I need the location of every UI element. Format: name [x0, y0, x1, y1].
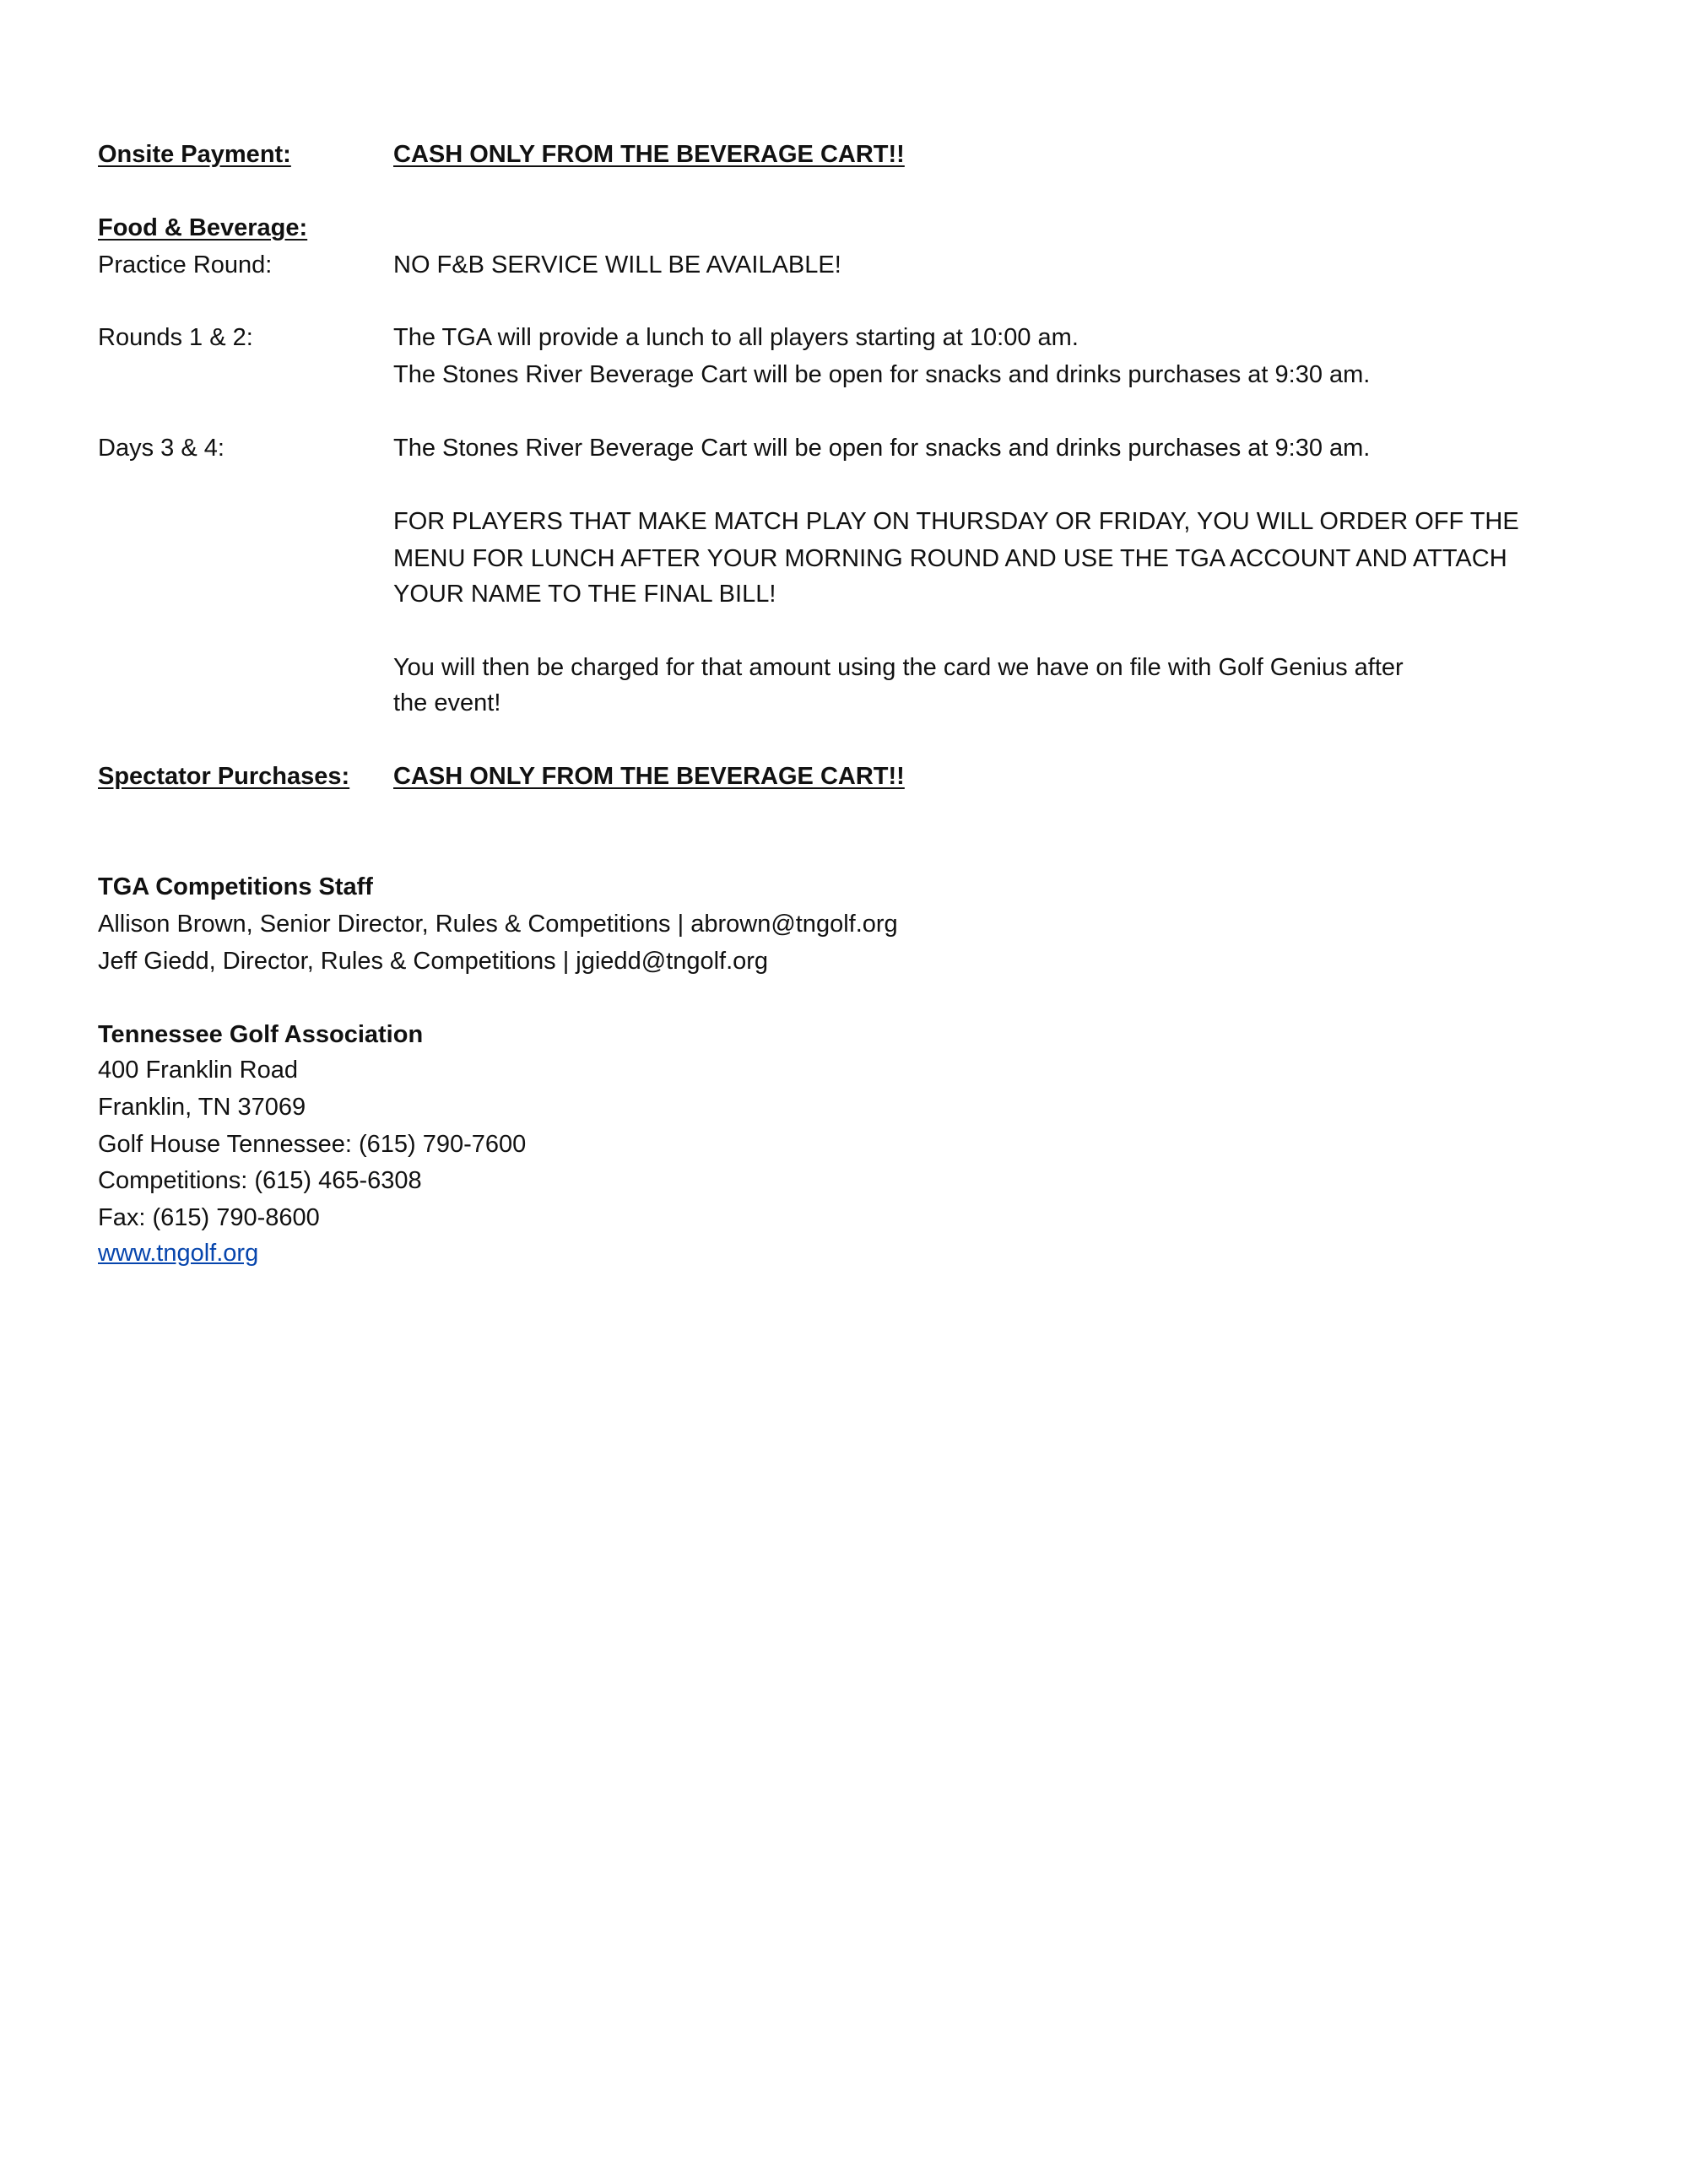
association-heading: Tennessee Golf Association: [98, 1021, 424, 1048]
address-line: 400 Franklin Road: [98, 1057, 298, 1084]
days-line: FOR PLAYERS THAT MAKE MATCH PLAY ON THURSDAY OR FRIDAY, YOU WILL ORDER OFF THE: [393, 508, 1519, 535]
onsite-payment-value: CASH ONLY FROM THE BEVERAGE CART!!: [393, 141, 905, 168]
practice-round-label: Practice Round:: [98, 251, 273, 278]
onsite-payment-label: Onsite Payment:: [98, 141, 291, 168]
rounds-line: The Stones River Beverage Cart will be open for snacks and drinks purchases at 9:30 am.: [393, 361, 1371, 388]
staff-heading: TGA Competitions Staff: [98, 873, 373, 900]
staff-line: Allison Brown, Senior Director, Rules & Competitions | abrown@tngolf.org: [98, 911, 898, 938]
days-line: YOUR NAME TO THE FINAL BILL!: [393, 581, 776, 608]
website-link[interactable]: www.tngolf.org: [98, 1240, 259, 1267]
address-line: Franklin, TN 37069: [98, 1094, 306, 1121]
practice-round-text: NO F&B SERVICE WILL BE AVAILABLE!: [393, 251, 841, 278]
days-line: The Stones River Beverage Cart will be open for snacks and drinks purchases at 9:30 am.: [393, 435, 1371, 462]
days-line: the event!: [393, 689, 501, 716]
days-line: MENU FOR LUNCH AFTER YOUR MORNING ROUND AND USE THE TGA ACCOUNT AND ATTACH: [393, 545, 1507, 572]
rounds-label: Rounds 1 & 2:: [98, 324, 253, 351]
phone-line: Competitions: (615) 465-6308: [98, 1167, 422, 1194]
phone-line: Golf House Tennessee: (615) 790-7600: [98, 1131, 527, 1158]
spectator-value: CASH ONLY FROM THE BEVERAGE CART!!: [393, 763, 905, 790]
days-label: Days 3 & 4:: [98, 435, 225, 462]
rounds-line: The TGA will provide a lunch to all players starting at 10:00 am.: [393, 324, 1079, 351]
days-line: You will then be charged for that amount using the card we have on file with Golf Genius after: [393, 654, 1404, 681]
food-beverage-heading: Food & Beverage:: [98, 214, 308, 241]
staff-line: Jeff Giedd, Director, Rules & Competitions | jgiedd@tngolf.org: [98, 948, 769, 975]
fax-line: Fax: (615) 790-8600: [98, 1204, 320, 1231]
spectator-label: Spectator Purchases:: [98, 763, 350, 790]
